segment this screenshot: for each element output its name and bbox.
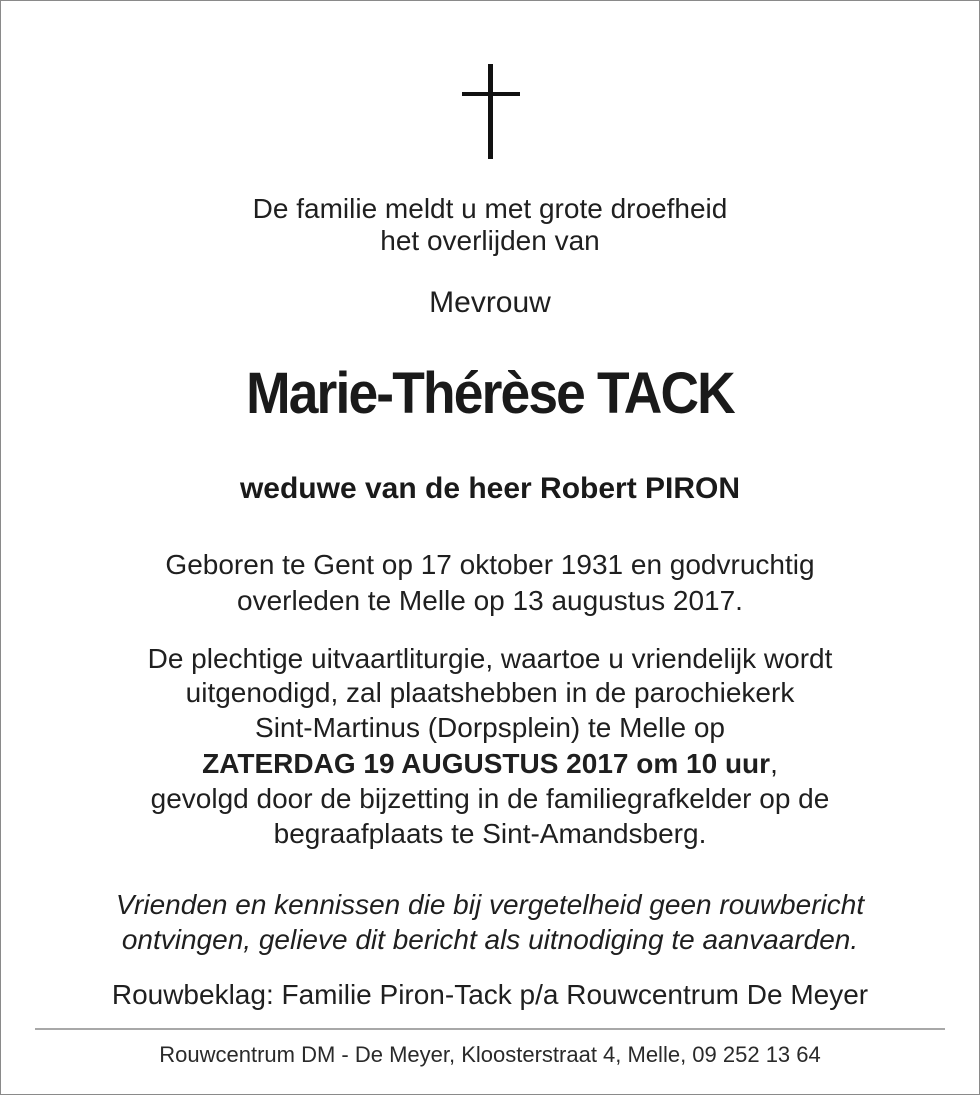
funeral-line-2: uitgenodigd, zal plaatshebben in de parochiekerk xyxy=(185,677,795,708)
deceased-name: Marie-Thérèse TACK xyxy=(246,361,734,426)
funeral-date: ZATERDAG 19 AUGUSTUS 2017 om 10 uur xyxy=(202,748,771,779)
spouse-line: weduwe van de heer Robert PIRON xyxy=(239,472,741,505)
honorific: Mevrouw xyxy=(429,286,551,319)
notice-line-1: Vrienden en kennissen die bij vergetelheid geen rouwbericht xyxy=(115,889,865,920)
funeral-line-1: De plechtige uitvaartliturgie, waartoe u vriendelijk wordt xyxy=(147,643,833,674)
funeral-line-6: begraafplaats te Sint-Amandsberg. xyxy=(273,818,707,849)
condolences-line: Rouwbeklag: Familie Piron-Tack p/a Rouwcentrum De Meyer xyxy=(111,979,869,1010)
birth-line-1: Geboren te Gent op 17 oktober 1931 en godvruchtig xyxy=(165,549,815,580)
notice-line-2: ontvingen, gelieve dit bericht als uitnodiging te aanvaarden. xyxy=(121,924,859,955)
cross-icon xyxy=(462,64,520,159)
funeral-line-3: Sint-Martinus (Dorpsplein) te Melle op xyxy=(255,712,725,743)
cross-icon-horizontal-bar xyxy=(462,92,520,96)
funeral-home-footer: Rouwcentrum DM - De Meyer, Kloosterstraat 4, Melle, 09 252 13 64 xyxy=(159,1042,821,1067)
funeral-line-5: gevolgd door de bijzetting in de familiegrafkelder op de xyxy=(150,783,830,814)
funeral-date-suffix: , xyxy=(770,748,778,779)
intro-line-1: De familie meldt u met grote droefheid xyxy=(252,193,728,224)
footer-divider xyxy=(35,1028,945,1030)
cross-icon-vertical-bar xyxy=(488,64,493,159)
funeral-date-line xyxy=(0,747,980,781)
intro-line-2: het overlijden van xyxy=(380,225,600,256)
birth-line-2: overleden te Melle op 13 augustus 2017. xyxy=(237,585,743,616)
